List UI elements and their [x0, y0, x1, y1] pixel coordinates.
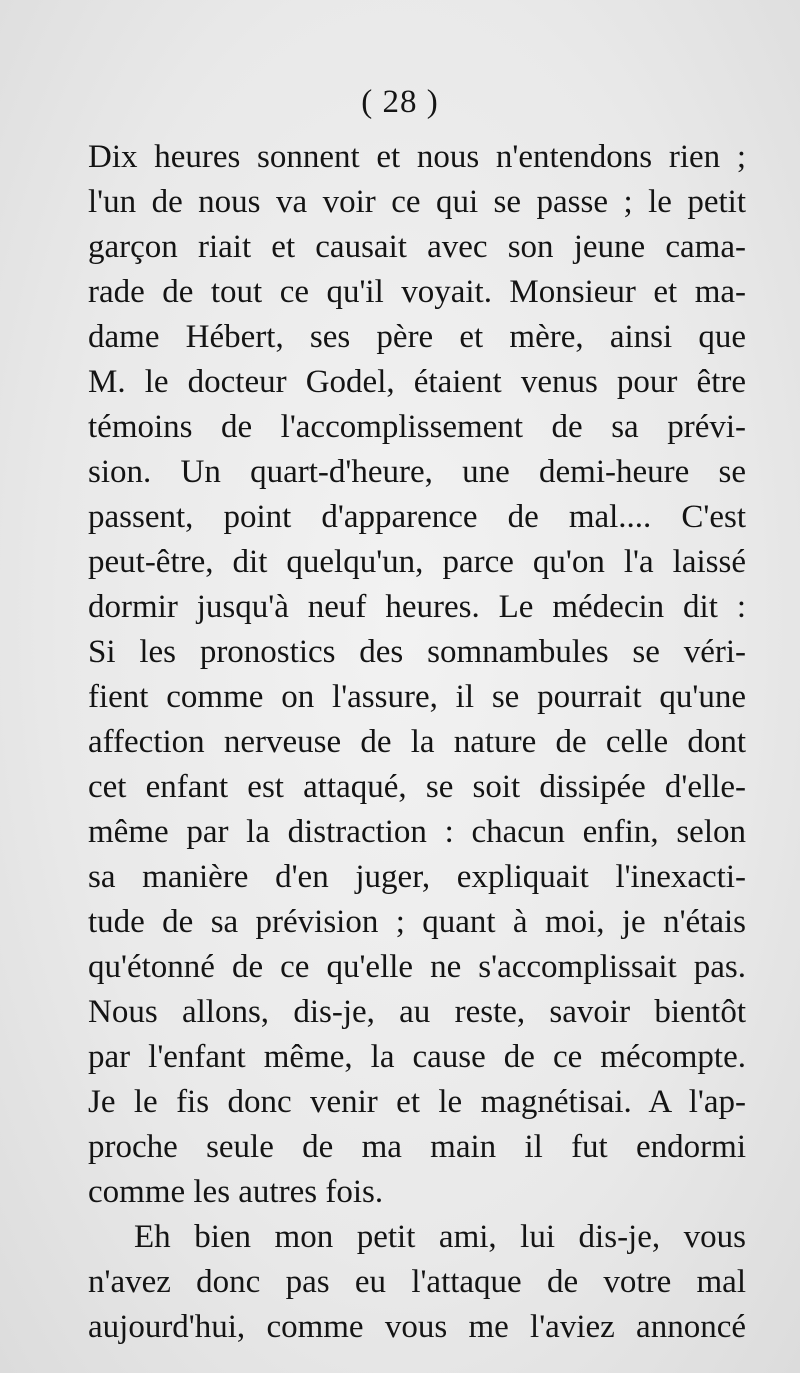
text-line: Si les pronostics des somnambules se véri-: [88, 634, 746, 670]
text-line: garçon riait et causait avec son jeune cama-: [88, 229, 746, 265]
text-line: dame Hébert, ses père et mère, ainsi que: [88, 319, 746, 355]
text-line: Nous allons, dis-je, au reste, savoir bientôt: [88, 994, 746, 1030]
text-line: aujourd'hui, comme vous me l'aviez annoncé: [88, 1309, 746, 1345]
page-number: ( 28 ): [361, 84, 439, 120]
body-text: [88, 135, 746, 1350]
text-line: témoins de l'accomplissement de sa prévi-: [88, 409, 746, 445]
text-line: n'avez donc pas eu l'attaque de votre mal: [88, 1264, 746, 1300]
text-line: proche seule de ma main il fut endormi: [88, 1129, 746, 1165]
text-line: peut-être, dit quelqu'un, parce qu'on l'a laissé: [88, 544, 746, 580]
text-line: fient comme on l'assure, il se pourrait qu'une: [88, 679, 746, 715]
text-line: Dix heures sonnent et nous n'entendons rien ;: [88, 139, 746, 175]
text-line: même par la distraction : chacun enfin, selon: [88, 814, 746, 850]
text-line: qu'étonné de ce qu'elle ne s'accomplissait pas.: [88, 949, 746, 985]
text-line: tude de sa prévision ; quant à moi, je n'étais: [88, 904, 746, 940]
text-line: rade de tout ce qu'il voyait. Monsieur et ma-: [88, 274, 746, 310]
text-line: affection nerveuse de la nature de celle dont: [88, 724, 746, 760]
text-line: passent, point d'apparence de mal.... C'est: [88, 499, 746, 535]
text-line: sa manière d'en juger, expliquait l'inexacti-: [88, 859, 746, 895]
text-line: Eh bien mon petit ami, lui dis-je, vous: [134, 1219, 746, 1255]
text-line: M. le docteur Godel, étaient venus pour être: [88, 364, 746, 400]
text-line: l'un de nous va voir ce qui se passe ; le petit: [88, 184, 746, 220]
text-line: Je le fis donc venir et le magnétisai. A l'ap-: [88, 1084, 746, 1120]
text-line: sion. Un quart-d'heure, une demi-heure se: [88, 454, 746, 490]
text-line: comme les autres fois.: [88, 1174, 384, 1210]
text-line: par l'enfant même, la cause de ce mécompte.: [88, 1039, 746, 1075]
text-line: dormir jusqu'à neuf heures. Le médecin dit :: [88, 589, 746, 625]
text-line: cet enfant est attaqué, se soit dissipée d'elle-: [88, 769, 746, 805]
